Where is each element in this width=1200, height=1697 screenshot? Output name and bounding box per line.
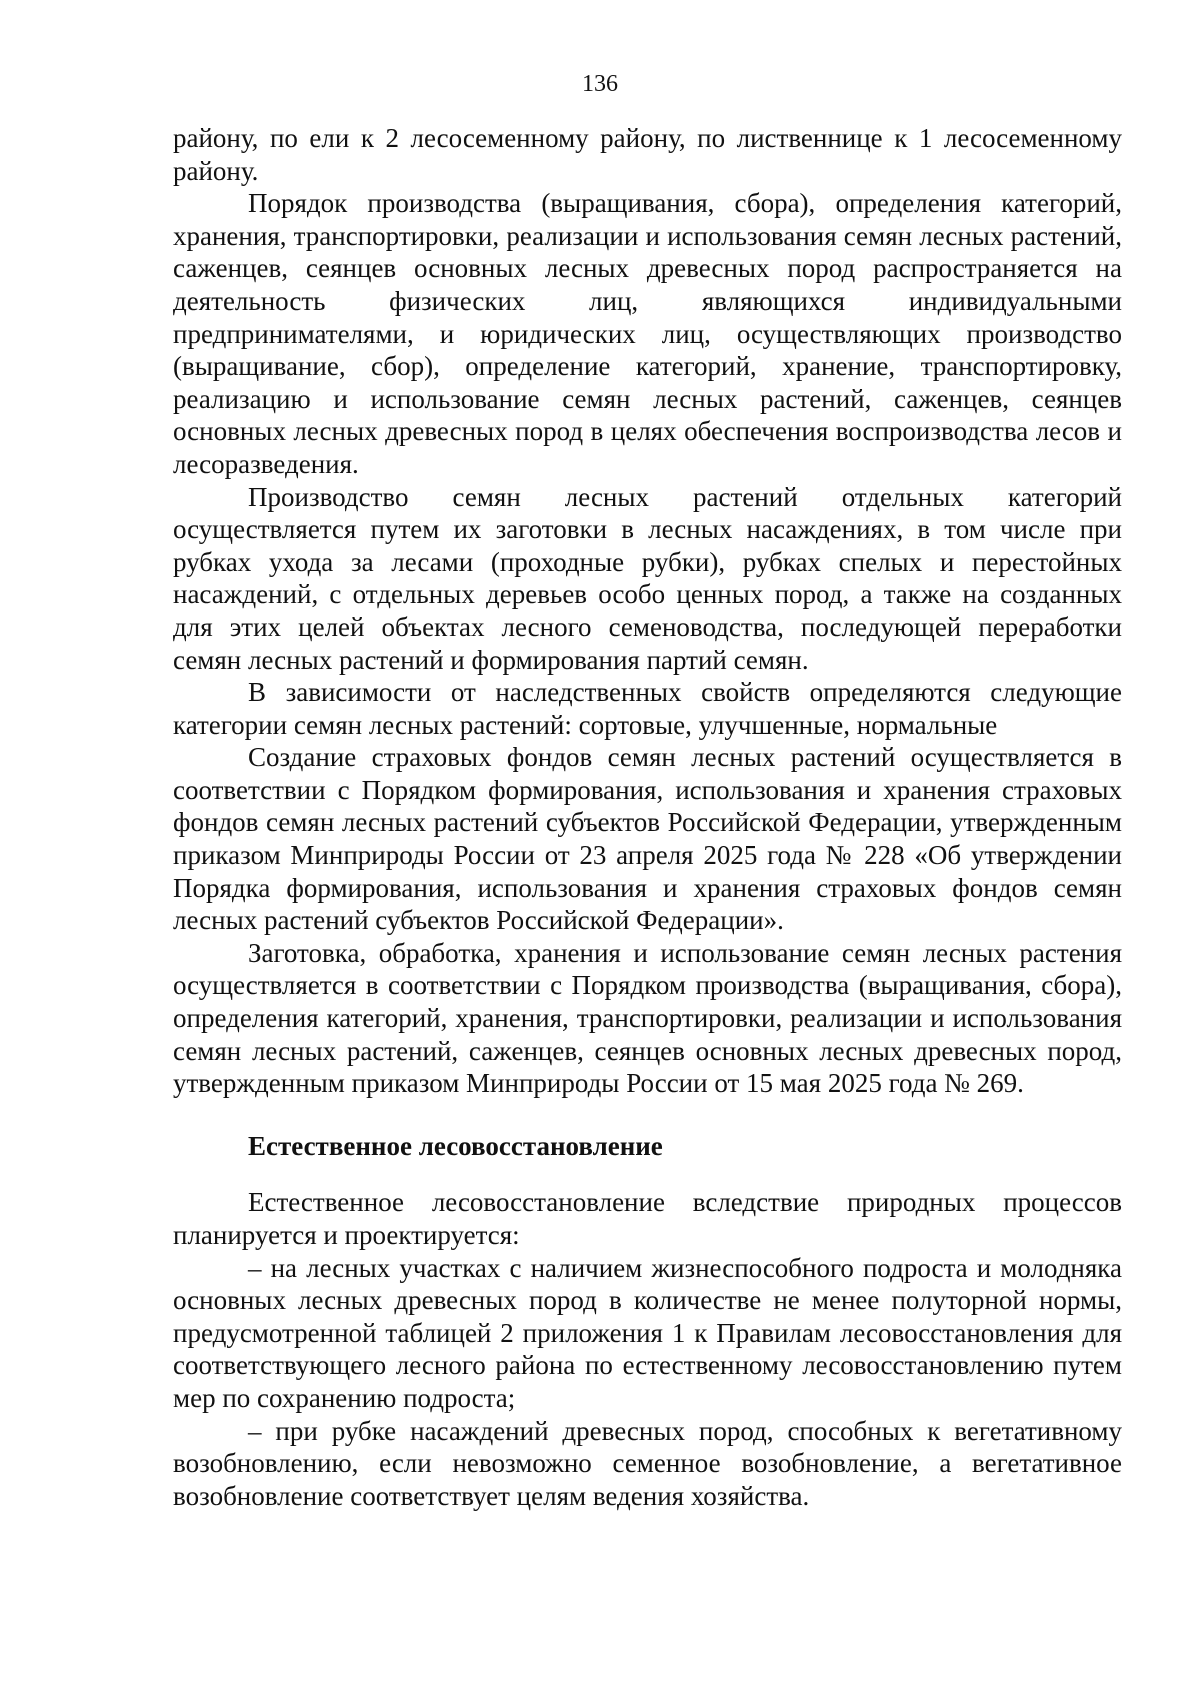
paragraph-seed-categories: В зависимости от наследственных свойств определяются следующие категории семян лесных растений: сортовые, улучшенные, нормальные (173, 677, 1122, 740)
section-heading: Естественное лесовосстановление (248, 1130, 663, 1161)
paragraph-natural-regeneration-intro: Естественное лесовосстановление вследствие природных процессов планируется и проектируется: (173, 1187, 1122, 1250)
document-body (173, 122, 1122, 1512)
paragraph-insurance-funds: Создание страховых фондов семян лесных растений осуществляется в соответствии с Порядком формирования, использования и хранения страховых фондов семян лесных растений субъектов Российской Федерации, утвержденным приказом Минприроды России от 23 апреля 2025 года № 228 «Об утверждении Порядка формирования, использования и хранения страховых фондов семян лесных растений субъектов Российской Федерации». (173, 742, 1122, 936)
list-item-vegetative-renewal: – при рубке насаждений древесных пород, способных к вегетативному возобновлению, если невозможно семенное возобновление, а вегетативное возобновление соответствует целям ведения хозяйства. (173, 1415, 1122, 1511)
paragraph-procedure-scope: Порядок производства (выращивания, сбора), определения категорий, хранения, транспортировки, реализации и использования семян лесных растений, саженцев, сеянцев основных лесных древесных пород распространяется на деятельность физических лиц, являющихся индивидуальными предпринимателями, и юридических лиц, осуществляющих производство (выращивание, сбор), определение категорий, хранение, транспортировку, реализацию и использование семян лесных растений, саженцев, сеянцев основных лесных древесных пород в целях обеспечения воспроизводства лесов и лесоразведения. (173, 188, 1122, 479)
paragraph-seed-production: Производство семян лесных растений отдельных категорий осуществляется путем их заготовки в лесных насаждениях, в том числе при рубках ухода за лесами (проходные рубки), рубках спелых и перестойных насаждений, с отдельных деревьев особо ценных пород, а также на созданных для этих целей объектах лесного семеноводства, последующей переработки семян лесных растений и формирования партий семян. (173, 481, 1122, 675)
page-number: 136 (582, 71, 618, 97)
list-item-undergrowth: – на лесных участках с наличием жизнеспособного подроста и молодняка основных лесных древесных пород в количестве не менее полуторной нормы, предусмотренной таблицей 2 приложения 1 к Правилам лесовосстановления для соответствующего лесного района по естественному лесовосстановлению путем мер по сохранению подроста; (173, 1252, 1122, 1413)
paragraph-seed-harvesting: Заготовка, обработка, хранения и использование семян лесных растения осуществляется в соответствии с Порядком производства (выращивания, сбора), определения категорий, хранения, транспортировки, реализации и использования семян лесных растений, саженцев, сеянцев основных лесных древесных пород, утвержденным приказом Минприроды России от 15 мая 2025 года № 269. (173, 937, 1122, 1099)
paragraph-continuation: району, по ели к 2 лесосеменному району, по лиственнице к 1 лесосеменному району. (173, 123, 1122, 186)
